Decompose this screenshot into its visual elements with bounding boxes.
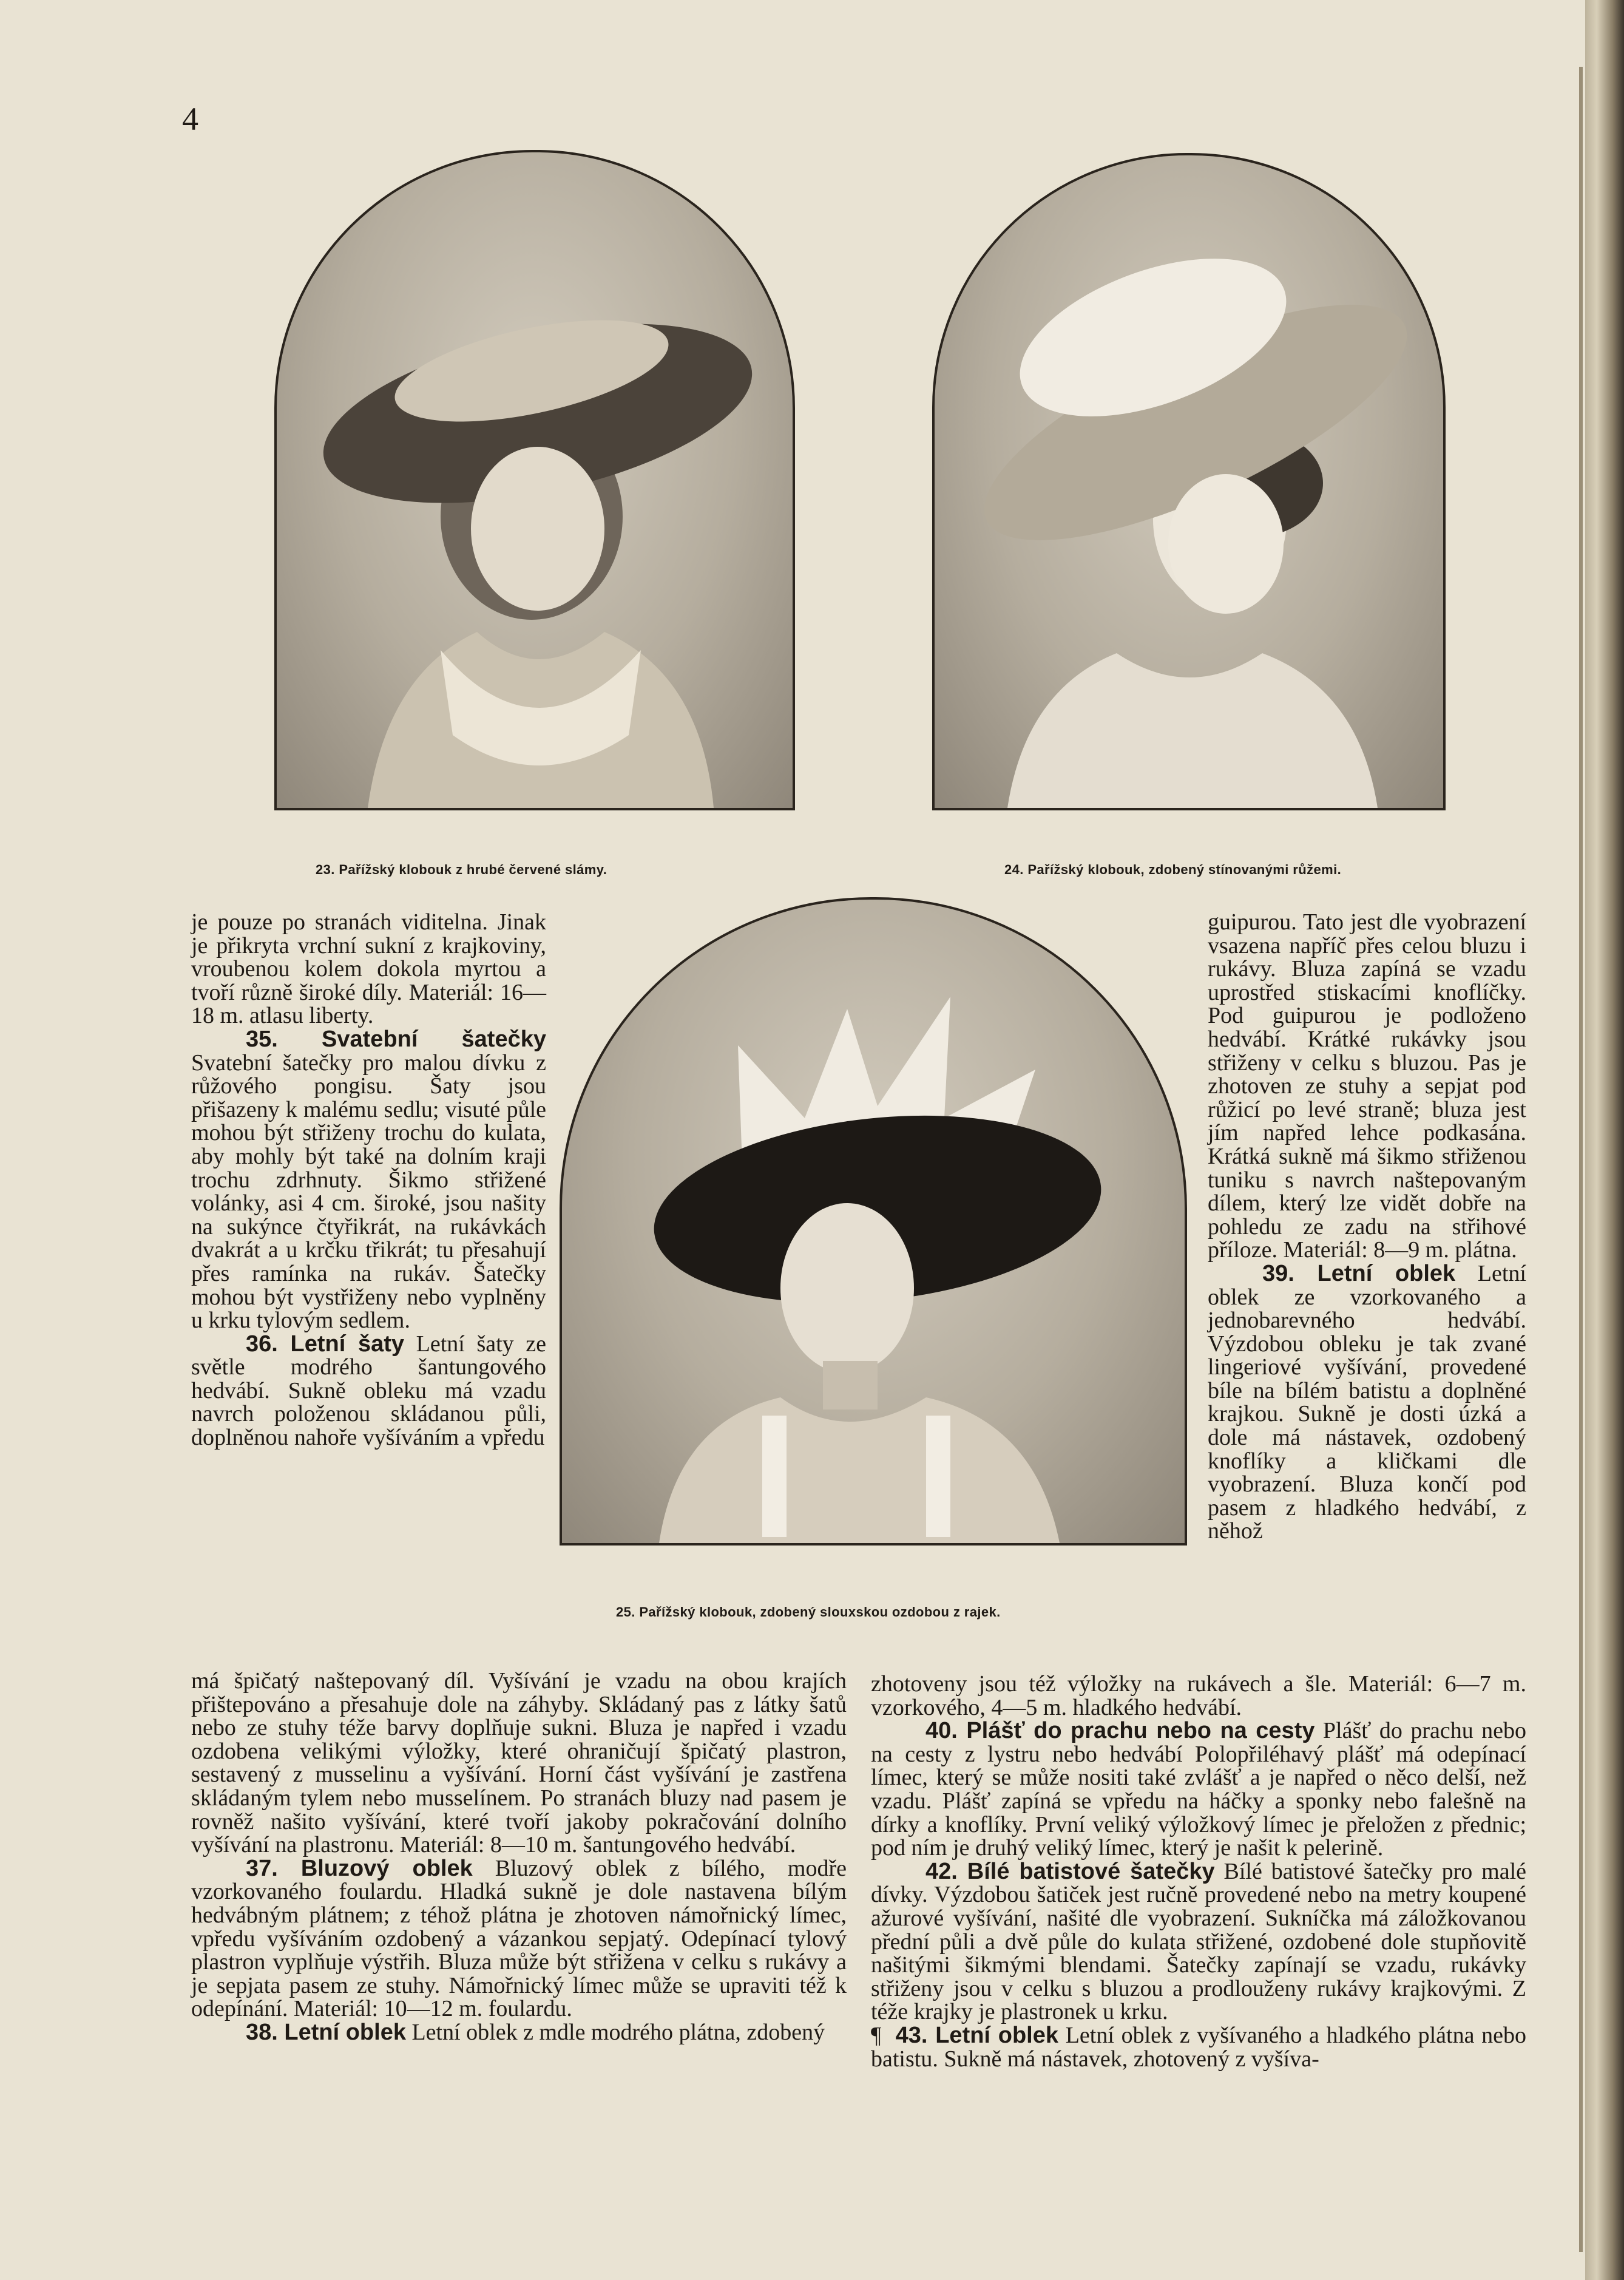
figure-23-photo bbox=[274, 150, 795, 810]
paragraph: guipurou. Tato jest dle vyobrazení vsazena napříč přes celou bluzu i rukávy. Bluza zapíná se vzadu uprostřed stiskacími knoflíčky. Pod guipurou je podloženo hedvábí. Krátké rukávky jsou střiženy v celku s bluzou. Pas je zhotoven ze stuhy a sepjat pod růžicí po levé straně; bluza jest jím napřed lehce podkasána. Krátká sukně má šikmo střiženou tuniku s navrch naštepovaným dílem, který lze vidět dobře na pohledu ze zadu na střihové příloze. Materiál: 8—9 m. plátna. bbox=[1208, 909, 1526, 1263]
hat-portrait-image bbox=[277, 152, 793, 808]
paragraph: 37. Bluzový oblek Bluzový oblek z bílého, modře vzorkovaného foulardu. Hladká sukně je dole nastavena bílým hedvábným plátnem; z téhož plátna je zhotoven námořnický límec, vpředu vyšíváním ozdobený a vázankou sepjatý. Odepínací tylový plastron vyplňuje výstřih. Bluza může být střižena v celku s rukávy a je sepjata pasem ze stuhy. Námořnický límec může se upraviti též k odepínání. Materiál: 10—12 m. foulardu. bbox=[191, 1855, 847, 2022]
heading: 36. Letní šaty bbox=[246, 1331, 405, 1357]
paragraph: zhotoveny jsou též výložky na rukávech a šle. Materiál: 6—7 m. vzorkového, 4—5 m. hladkého hedvábí. bbox=[871, 1671, 1526, 1720]
figure-23-caption: 23. Pařížský klobouk z hrubé červené slámy. bbox=[316, 862, 607, 877]
heading: 39. Letní oblek bbox=[1262, 1260, 1456, 1286]
paragraph: ¶ 43. Letní oblek Letní oblek z vyšívaného a hladkého plátna nebo batistu. Sukně má nástavek, zhotovený z vyšíva- bbox=[871, 2022, 1527, 2072]
figure-24-photo bbox=[932, 153, 1446, 810]
book-edge bbox=[1585, 0, 1624, 2280]
heading: 40. Plášť do prachu nebo na cesty bbox=[925, 1718, 1315, 1744]
paragraph: má špičatý naštepovaný díl. Vyšívání je vzadu na obou krajích přištepováno a přesahuje dole na záhyby. Skládaný pas z látky šatů nebo ze stuhy téže barvy doplňuje sukni. Bluza je napřed i vzadu ozdobena velikými výložky, které ohraničují špičatý plastron, sestavený z musselinu a vyšívání. Horní část vyšívání je zastřena skládaným tylem nebo musselínem. Po stranách bluzy nad pasem je rovněž našito vyšívání, které tvoří jakoby pokračování dolního vyšívání na plastronu. Materiál: 8—10 m. šantungového hedvábí. bbox=[191, 1668, 847, 1858]
figure-25-photo bbox=[560, 897, 1187, 1545]
heading: 42. Bílé batistové šatečky bbox=[925, 1858, 1215, 1884]
paragraph: je pouze po stranách viditelna. Jinak je přikryta vrchní sukní z krajkoviny, vroubenou kolem dokola myrtou a tvoří různě široké díly. Materiál: 16—18 m. atlasu liberty. bbox=[191, 909, 546, 1029]
heading: 37. Bluzový oblek bbox=[246, 1855, 473, 1881]
paragraph: 40. Plášť do prachu nebo na cesty Plášť do prachu nebo na cesty z lystru nebo hedvábí Polopřiléhavý plášť má odepínací límec, který se může nositi také zvlášť a je napřed o něco delší, než vzadu. Plášť zapíná se vpředu na háčky a sponky nebo falešně na dírky a knoflíky. První veliký výložkový límec je přeložen z přednic; pod ním je druhý veliký límec, který je našit k pelerině. bbox=[871, 1718, 1526, 1861]
paragraph: 39. Letní oblek Letní oblek ze vzorkovaného a jednobarevného hedvábí. Výzdobou obleku je tak zvané lingeriové vyšívání, provedené bíle na bílém batistu a doplněné krajkou. Sukně je dosti úzká a dole má nástavek, ozdobený knoflíky a kličkami dle vyobrazení. Bluza končí pod pasem z hladkého hedvábí, z něhož bbox=[1208, 1260, 1526, 1544]
paragraph: 36. Letní šaty Letní šaty ze světle modrého šantungového hedvábí. Sukně obleku má vzadu navrch položenou skládanou půli, doplněnou nahoře vyšíváním a vpředu bbox=[191, 1331, 547, 1451]
page-number: 4 bbox=[182, 101, 198, 137]
heading: 43. Letní oblek bbox=[895, 2022, 1058, 2048]
heading: 35. Svatební šatečky bbox=[246, 1026, 546, 1052]
figure-24-caption: 24. Pařížský klobouk, zdobený stínovanými růžemi. bbox=[1004, 862, 1342, 877]
hat-portrait-image bbox=[935, 155, 1443, 808]
text-column-left-bottom bbox=[191, 1669, 847, 2044]
text-column-right-bottom bbox=[871, 1672, 1526, 2071]
page-gutter-line bbox=[1579, 67, 1583, 2252]
paragraph: 42. Bílé batistové šatečky Bílé batistové šatečky pro malé dívky. Výzdobou šatiček jest ručně provedené nebo na metry koupené ažurové vyšívání, našité dle vyobrazení. Sukníčka má záložkovanou přední půli a dvě půle do kulata střižené, ozdobené dole stupňovitě našitými šikmými blendami. Šatečky zapínají se vzadu, rukávky střiženy jsou v celku s bluzou a prodlouženy rukávy krajkovými. Z téže krajky je plastronek u krku. bbox=[871, 1858, 1527, 2025]
figure-25-caption: 25. Pařížský klobouk, zdobený slouxskou ozdobou z rajek. bbox=[616, 1604, 1001, 1620]
text-column-right-top bbox=[1208, 911, 1526, 1543]
text-column-left-top bbox=[191, 911, 546, 1450]
heading: 38. Letní oblek bbox=[246, 2019, 406, 2045]
paragraph-mark-icon: ¶ bbox=[871, 2022, 882, 2048]
paragraph: 38. Letní oblek Letní oblek z mdle modrého plátna, zdobený bbox=[246, 2019, 825, 2045]
paragraph: 35. Svatební šatečky Svatební šatečky pro malou dívku z růžového pongisu. Šaty jsou přišazeny k malému sedlu; visuté půle mohou být střiženy trochu do kulata, aby mohly být také na dolním kraji trochu zdrhnuty. Šikmo střižené volánky, asi 4 cm. široké, jsou našity na sukýnce čtyřikrát, na rukávkách dvakrát a u krčku třikrát; tu přesahují přes ramínka na rukáv. Šatečky mohou být vystřiženy nebo vyplněny u krku tylovým sedlem. bbox=[191, 1026, 546, 1334]
hat-portrait-image bbox=[562, 900, 1185, 1543]
